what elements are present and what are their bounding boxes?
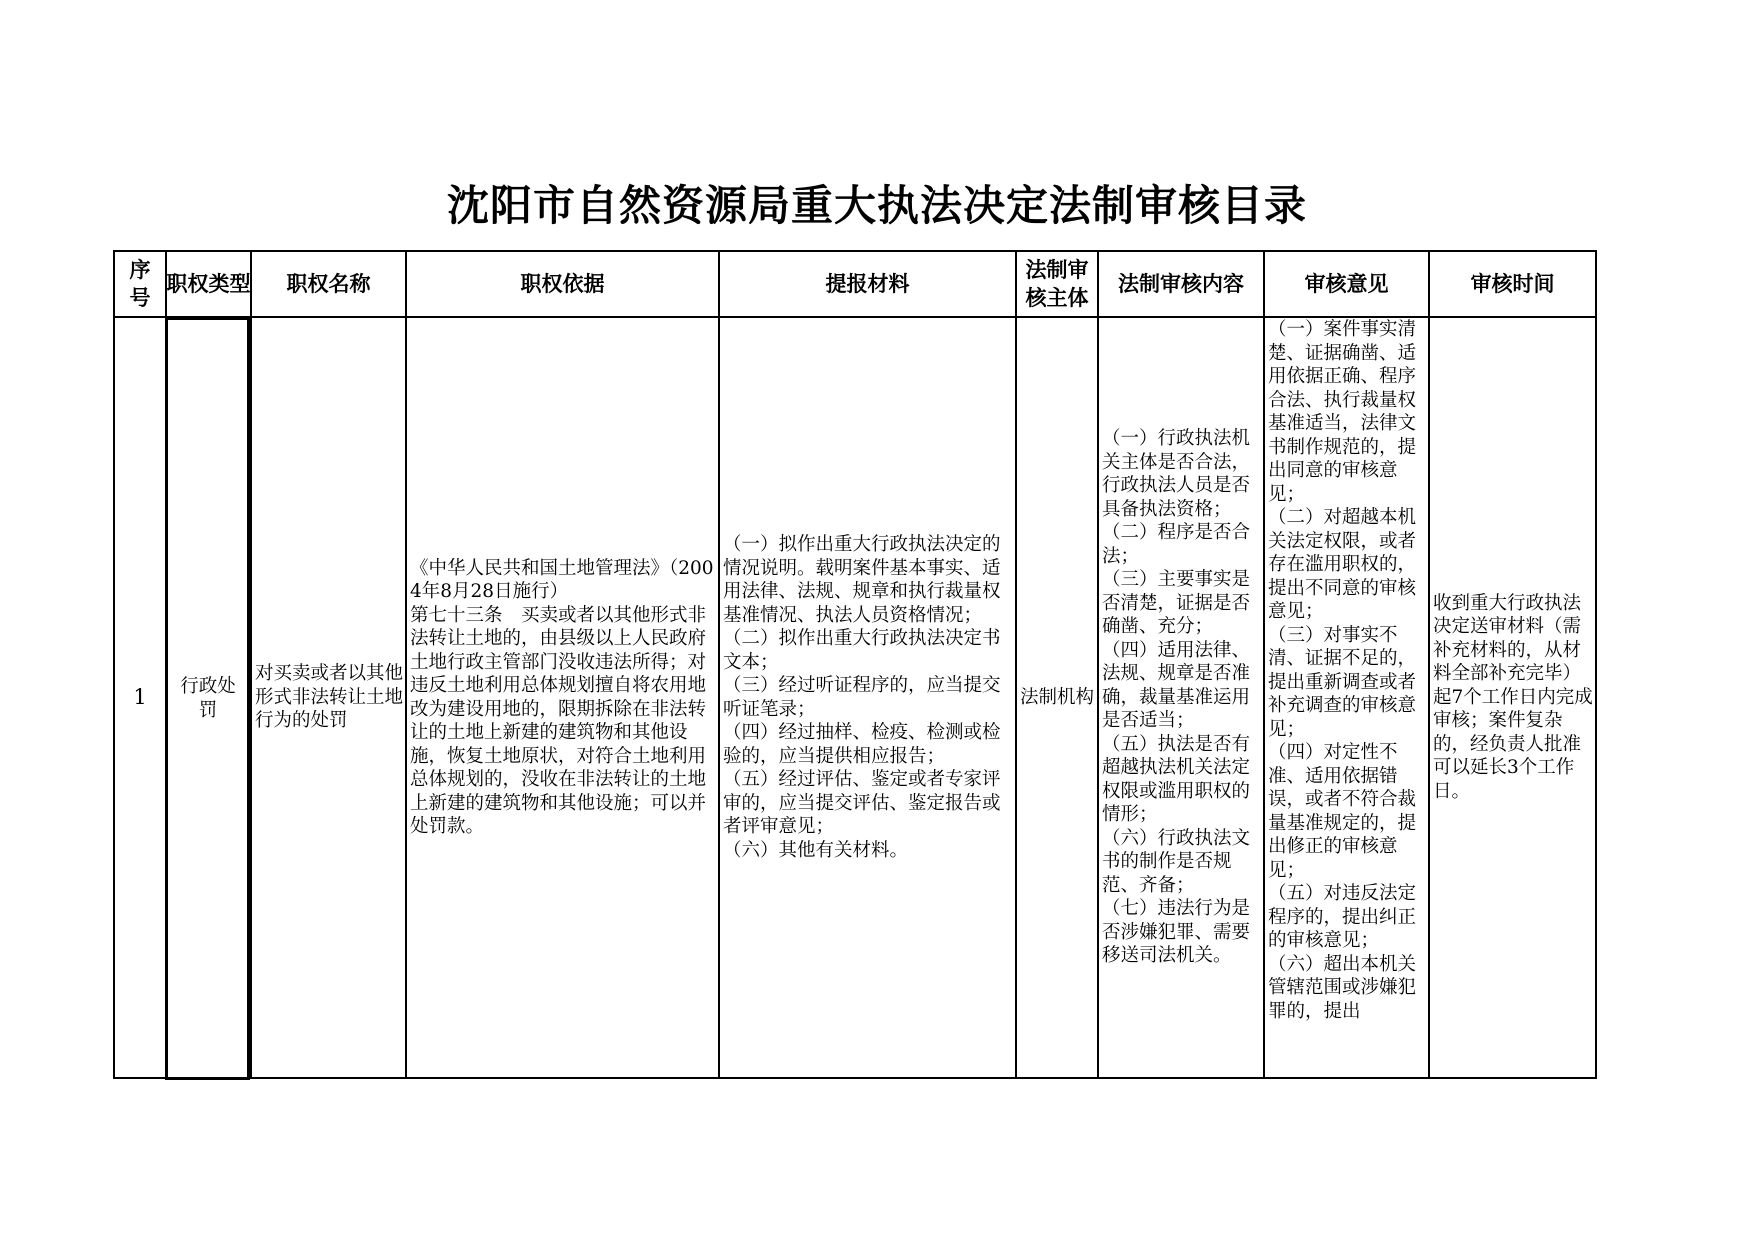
- header-review-time-label: 审核时间: [1470, 272, 1555, 296]
- header-materials-label: 提报材料: [825, 272, 910, 296]
- header-review-time[interactable]: [1430, 252, 1595, 316]
- cell-basis-value: 《中华人民共和国土地管理法》（2004年8月28日施行） 第七十三条 买卖或者以其他形式非法转让土地的，由县级以上人民政府土地行政主管部门没收违法所得；对违反土地利用总体规划擅自将农用地改为建设用地的，限期拆除在非法转让的土地上新建的建筑物和其他设施，恢复土地原状，对符合土地利用总体规划的，没收在非法转让的土地上新建的建筑物和其他设施；可以并处罚款。: [410, 557, 714, 837]
- cell-review-body-value: 法制机构: [1020, 686, 1095, 708]
- header-materials[interactable]: [720, 252, 1015, 316]
- cell-review-time-value: 收到重大行政执法决定送审材料（需补充材料的，从材料全部补充完毕）起7个工作日内完成审核；案件复杂的，经负责人批准可以延长3个工作日。: [1433, 592, 1593, 802]
- header-basis-label: 职权依据: [520, 272, 605, 296]
- cell-power-name[interactable]: [252, 318, 405, 1077]
- header-power-type[interactable]: [167, 252, 250, 316]
- cell-opinion[interactable]: [1265, 318, 1428, 1077]
- cell-materials-value: （一）拟作出重大行政执法决定的情况说明。载明案件基本事实、适用法律、法规、规章和执行裁量权基准情况、执法人员资格情况； （二）拟作出重大行政执法决定书文本； （三）经过听证程序的，应当提交听证笔录； （四）经过抽样、检疫、检测或检验的，应当提供相应报告； （五）经过评估、鉴定或者专家评审的，应当提交评估、鉴定报告或者评审意见； （六）其他有关材料。: [723, 534, 1001, 861]
- header-review-content-label: 法制审核内容: [1118, 272, 1244, 296]
- header-power-name-label: 职权名称: [286, 272, 371, 296]
- cell-power-type[interactable]: [168, 320, 248, 1077]
- col-border-9: [1595, 250, 1597, 1079]
- cell-materials[interactable]: [720, 318, 1015, 1077]
- cell-opinion-value: （一）案件事实清楚、证据确凿、适用依据正确、程序合法、执行裁量权基准适当，法律文书制作规范的，提出同意的审核意见； （二）对超越本机关法定权限，或者存在滥用职权的，提出不同意的审核意见； （三）对事实不清、证据不足的，提出重新调查或者补充调查的审核意见； （四）对定性不准、适用依据错误，或者不符合裁量基准规定的，提出修正的审核意见； （五）对违反法定程序的，提出纠正的审核意见； （六）超出本机关管辖范围或涉嫌犯罪的，提出: [1268, 319, 1417, 1022]
- cell-review-time[interactable]: [1430, 318, 1595, 1077]
- header-opinion[interactable]: [1265, 252, 1428, 316]
- header-index[interactable]: [115, 252, 165, 316]
- header-index-label: 序号: [129, 258, 151, 310]
- header-basis[interactable]: [407, 252, 718, 316]
- header-review-body[interactable]: [1017, 252, 1097, 316]
- table-bottom-border: [113, 1077, 1597, 1079]
- cell-power-name-value: 对买卖或者以其他形式非法转让土地行为的处罚: [255, 663, 404, 732]
- header-power-name[interactable]: [252, 252, 405, 316]
- cell-review-body[interactable]: [1017, 318, 1097, 1077]
- header-opinion-label: 审核意见: [1304, 272, 1389, 296]
- header-power-type-label: 职权类型: [166, 272, 251, 296]
- cell-index[interactable]: [115, 318, 165, 1077]
- header-review-body-label: 法制审核主体: [1025, 258, 1089, 310]
- cell-power-type-value: 行政处罚: [180, 676, 236, 721]
- header-review-content[interactable]: [1099, 252, 1263, 316]
- cell-index-value: 1: [133, 684, 147, 709]
- cell-review-content[interactable]: [1099, 318, 1263, 1077]
- cell-basis[interactable]: [407, 318, 718, 1077]
- page-title: 沈阳市自然资源局重大执法决定法制审核目录: [446, 181, 1307, 230]
- cell-review-content-value: （一）行政执法机关主体是否合法，行政执法人员是否具备执法资格； （二）程序是否合法； （三）主要事实是否清楚，证据是否确凿、充分； （四）适用法律、法规、规章是否准确，裁量基准运用是否适当； （五）执法是否有超越执法机关法定权限或滥用职权的情形； （六）行政执法文书的制作是否规范、齐备； （七）违法行为是否涉嫌犯罪、需要移送司法机关。: [1102, 428, 1251, 967]
